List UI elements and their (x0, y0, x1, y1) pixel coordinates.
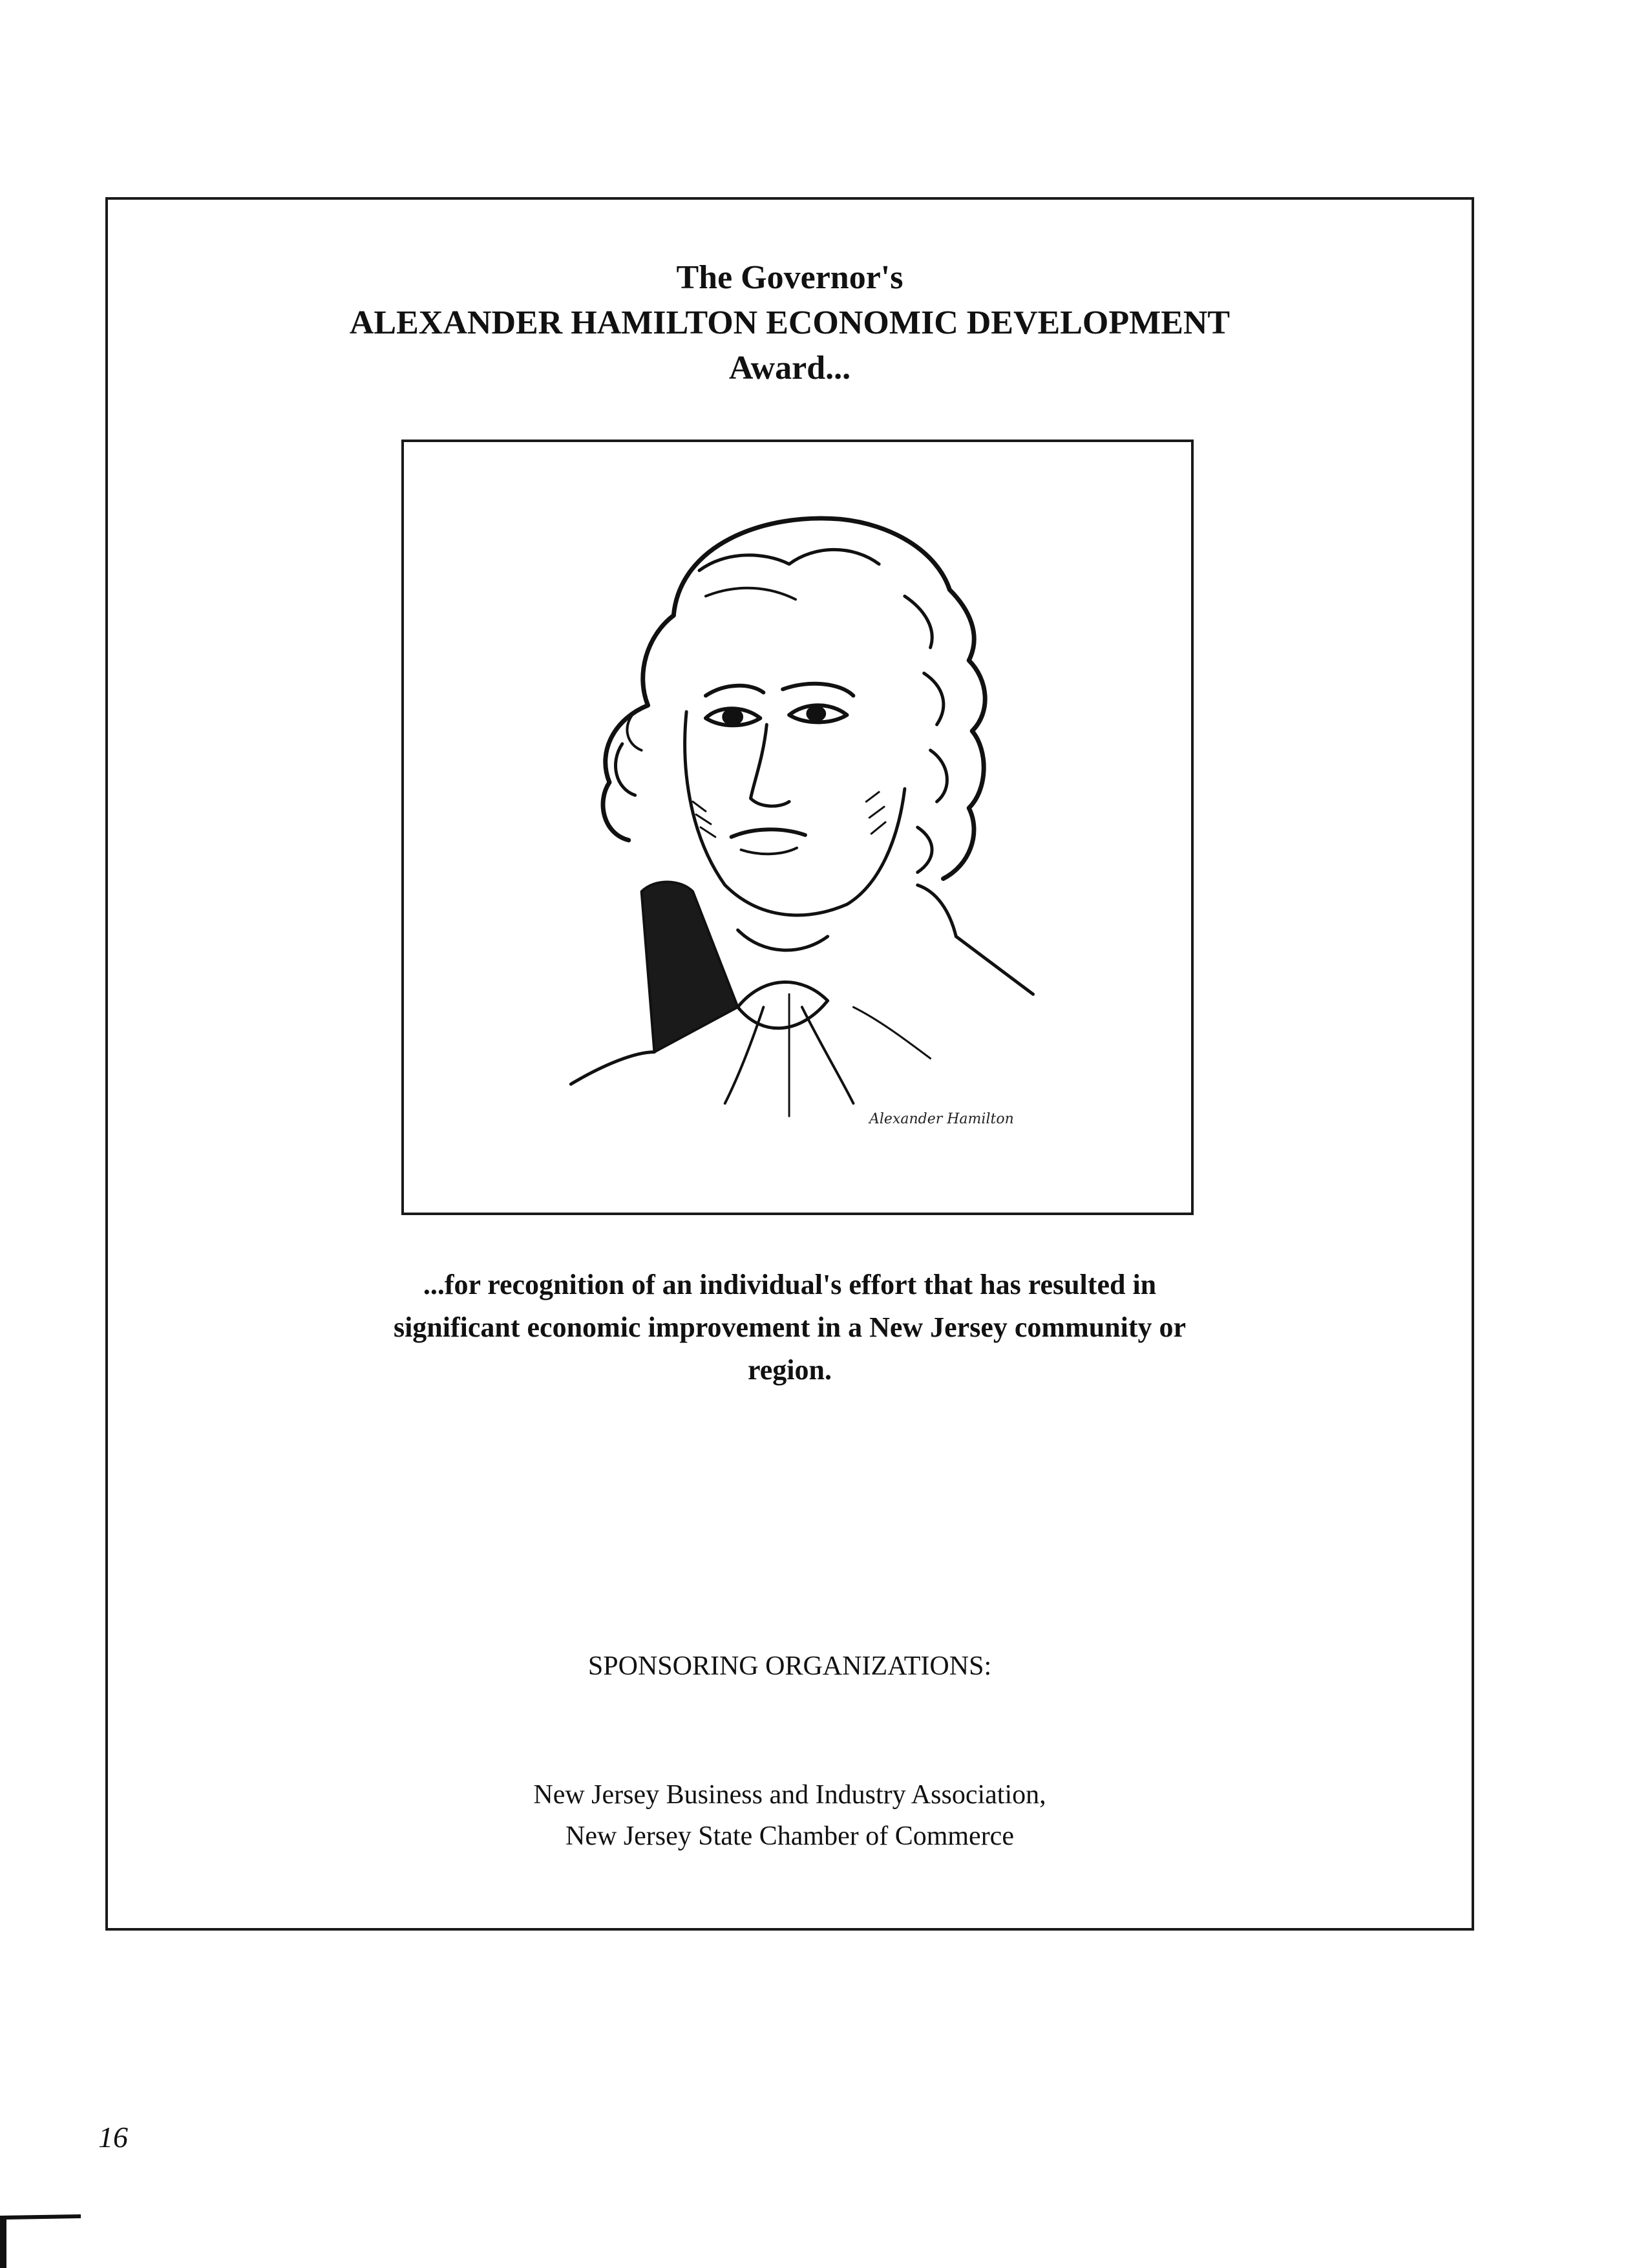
portrait-signature: Alexander Hamilton (869, 1111, 1014, 1127)
title-line-3: Award... (728, 350, 851, 387)
description-line-1: ...for recognition of an individual's effort that has resulted in (423, 1269, 1157, 1300)
portrait-frame (401, 440, 1194, 1215)
scan-corner-mark (0, 2210, 84, 2268)
hamilton-portrait-illustration (404, 442, 1191, 1213)
title-line-1: The Governor's (676, 259, 903, 296)
sponsor-item: New Jersey Business and Industry Association, (533, 1780, 1046, 1810)
sponsors-heading: SPONSORING ORGANIZATIONS: (587, 1651, 992, 1681)
sponsor-item: New Jersey State Chamber of Commerce (565, 1821, 1014, 1851)
title-line-2: ALEXANDER HAMILTON ECONOMIC DEVELOPMENT (349, 304, 1231, 341)
description-line-3: region. (748, 1354, 832, 1386)
sponsors-list (105, 1774, 1474, 1857)
page-number: 16 (98, 2121, 128, 2154)
award-description (105, 1264, 1474, 1392)
description-line-2: significant economic improvement in a New Jersey community or (393, 1311, 1187, 1343)
award-title (105, 255, 1474, 391)
